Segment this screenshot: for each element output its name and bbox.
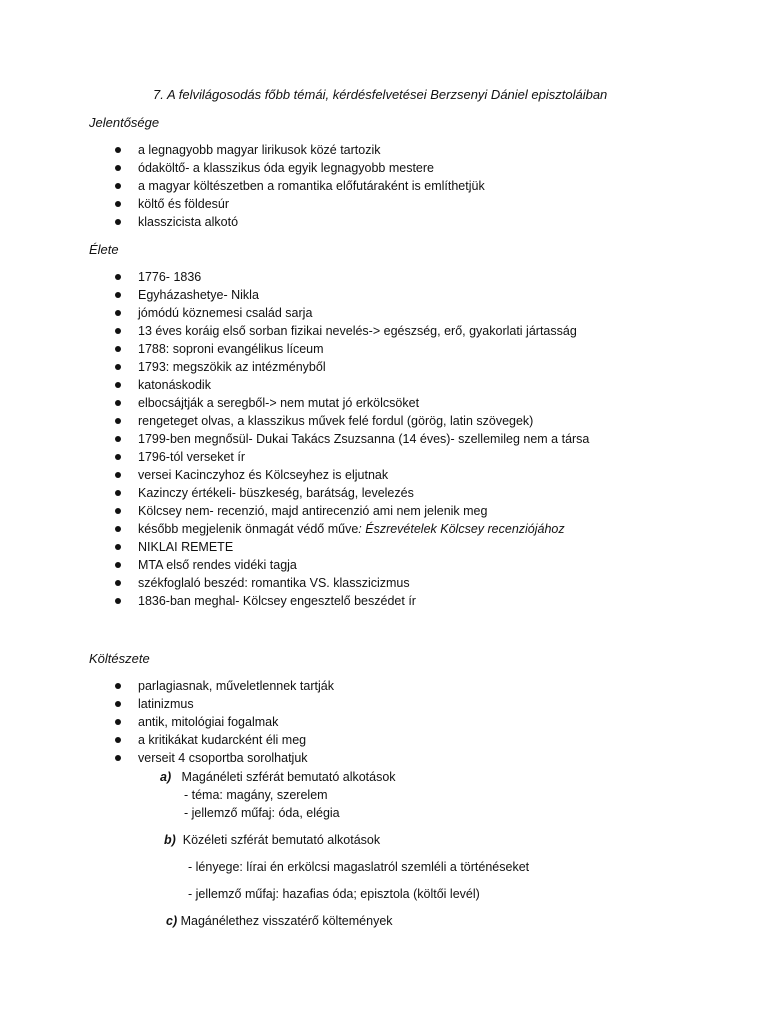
bullet-icon [115, 472, 121, 478]
group-a-title: a) Magánéleti szférát bemutató alkotások [160, 770, 396, 784]
list-item: ódaköltő- a klasszikus óda egyik legnagyobb mestere [113, 159, 485, 177]
list-item: a magyar költészetben a romantika előfutáraként is említhetjük [113, 177, 485, 195]
list-item: 1799-ben megnősül- Dukai Takács Zsuzsanna (14 éves)- szellemileg nem a társa [113, 430, 589, 448]
jelentosege-list [113, 141, 485, 231]
bullet-icon [115, 598, 121, 604]
bullet-icon [115, 418, 121, 424]
section-heading-elete: Élete [89, 242, 119, 257]
list-item: Kölcsey nem- recenzió, majd antirecenzió ami nem jelenik meg [113, 502, 589, 520]
bullet-icon [115, 737, 121, 743]
bullet-icon [115, 328, 121, 334]
list-item: MTA első rendes vidéki tagja [113, 556, 589, 574]
bullet-icon [115, 719, 121, 725]
bullet-icon [115, 755, 121, 761]
list-item: költő és földesúr [113, 195, 485, 213]
bullet-icon [115, 183, 121, 189]
list-item: klasszicista alkotó [113, 213, 485, 231]
list-item: elbocsájtják a seregből-> nem mutat jó erkölcsöket [113, 394, 589, 412]
bullet-icon [115, 526, 121, 532]
bullet-icon [115, 544, 121, 550]
bullet-icon [115, 382, 121, 388]
bullet-icon [115, 165, 121, 171]
bullet-icon [115, 147, 121, 153]
bullet-icon [115, 201, 121, 207]
group-b-label: b) [164, 833, 176, 847]
bullet-icon [115, 683, 121, 689]
list-item: a kritikákat kudarcként éli meg [113, 731, 334, 749]
elete-list [113, 268, 589, 610]
list-item: Kazinczy értékeli- büszkeség, barátság, levelezés [113, 484, 589, 502]
group-c-label: c) [166, 914, 178, 928]
bullet-icon [115, 701, 121, 707]
group-a-label: a) [160, 770, 172, 784]
bullet-icon [115, 454, 121, 460]
list-item: Egyházashetye- Nikla [113, 286, 589, 304]
list-item: 13 éves koráig első sorban fizikai nevelés-> egészség, erő, gyakorlati jártasság [113, 322, 589, 340]
list-item: 1796-tól verseket ír [113, 448, 589, 466]
bullet-icon [115, 436, 121, 442]
group-a-line: - jellemző műfaj: óda, elégia [184, 806, 340, 820]
list-item: parlagiasnak, műveletlennek tartják [113, 677, 334, 695]
bullet-icon [115, 490, 121, 496]
list-item: NIKLAI REMETE [113, 538, 589, 556]
bullet-icon [115, 310, 121, 316]
list-item: latinizmus [113, 695, 334, 713]
list-item: 1836-ban meghal- Kölcsey engesztelő beszédet ír [113, 592, 589, 610]
list-item: később megjelenik önmagát védő műve: Észrevételek Kölcsey recenziójához [113, 520, 589, 538]
list-item: 1788: soproni evangélikus líceum [113, 340, 589, 358]
list-item: a legnagyobb magyar lirikusok közé tartozik [113, 141, 485, 159]
list-item: 1776- 1836 [113, 268, 589, 286]
bullet-icon [115, 292, 121, 298]
group-b-line: - jellemző műfaj: hazafias óda; episztola (költői levél) [188, 887, 480, 901]
list-item: antik, mitológiai fogalmak [113, 713, 334, 731]
list-item: versei Kacinczyhoz és Kölcseyhez is eljutnak [113, 466, 589, 484]
bullet-icon [115, 274, 121, 280]
list-item: rengeteget olvas, a klasszikus művek felé fordul (görög, latin szövegek) [113, 412, 589, 430]
bullet-icon [115, 580, 121, 586]
bullet-icon [115, 562, 121, 568]
bullet-icon [115, 364, 121, 370]
group-b-title: b) Közéleti szférát bemutató alkotások [164, 833, 381, 847]
bullet-icon [115, 346, 121, 352]
kolteszete-list [113, 677, 334, 767]
list-item: jómódú köznemesi család sarja [113, 304, 589, 322]
list-item: verseit 4 csoportba sorolhatjuk [113, 749, 334, 767]
bullet-icon [115, 508, 121, 514]
section-heading-jelentosege: Jelentősége [89, 115, 160, 130]
group-b-line: - lényege: lírai én erkölcsi magaslatról szemléli a történéseket [188, 860, 530, 874]
group-c-title: c) Magánélethez visszatérő költemények [166, 914, 393, 928]
bullet-icon [115, 400, 121, 406]
bullet-icon [115, 219, 121, 225]
list-item: székfoglaló beszéd: romantika VS. klasszicizmus [113, 574, 589, 592]
section-heading-kolteszete: Költészete [89, 651, 150, 666]
list-item: katonáskodik [113, 376, 589, 394]
document-title: 7. A felvilágosodás főbb témái, kérdésfelvetései Berzsenyi Dániel episztoláiban [153, 87, 608, 102]
group-a-line: - téma: magány, szerelem [184, 788, 328, 802]
list-item: 1793: megszökik az intézményből [113, 358, 589, 376]
